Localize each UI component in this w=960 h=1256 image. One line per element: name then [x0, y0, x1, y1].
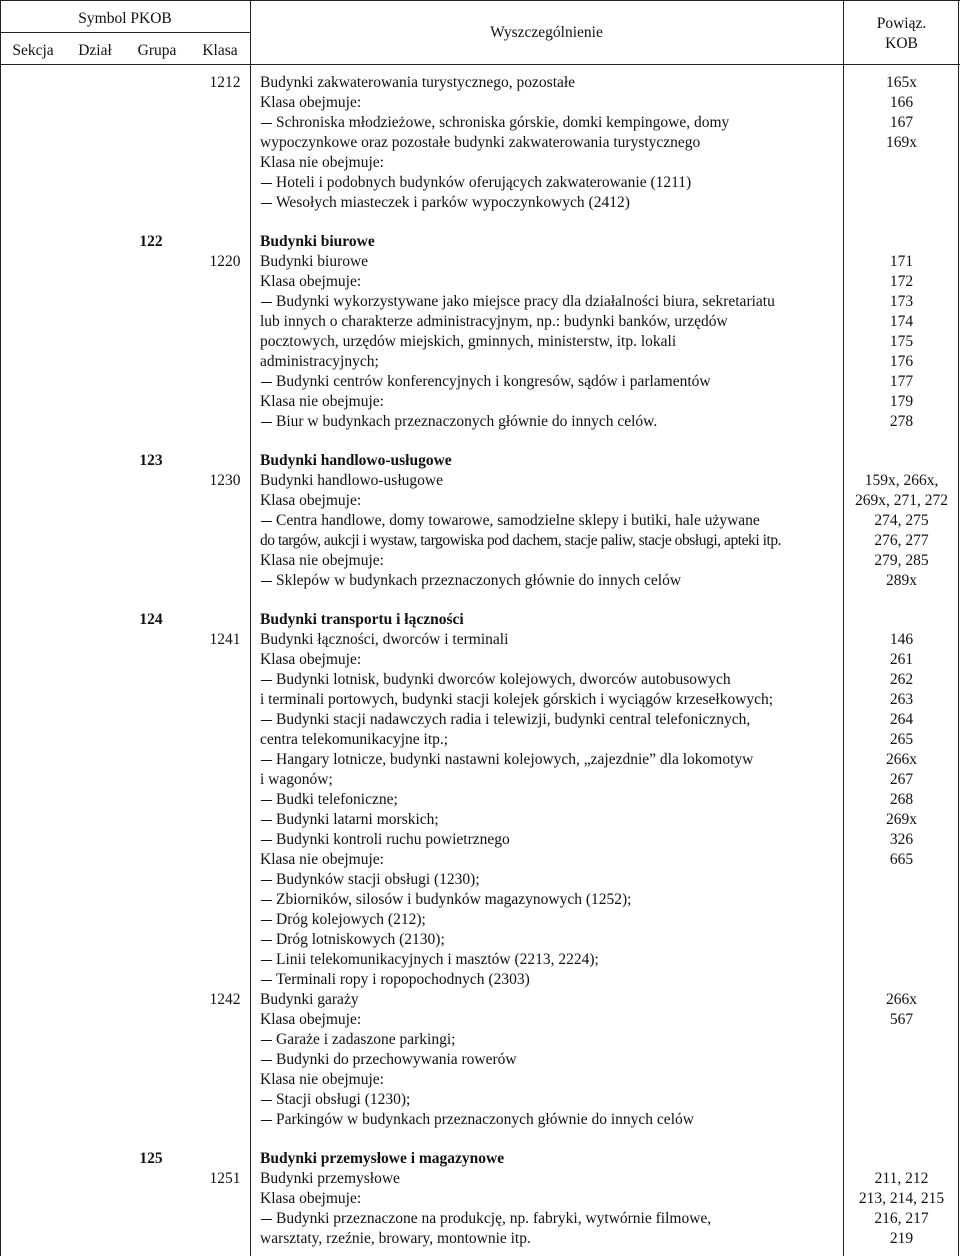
description-text: Klasa obejmuje:: [260, 1011, 362, 1028]
header-powiaz: Powiąz.: [876, 15, 927, 32]
kob-code: 171: [889, 253, 914, 270]
table-row: [0, 910, 960, 930]
kob-code: 266x: [886, 991, 917, 1008]
dash-list-item: Budynków stacji obsługi (1230);: [276, 871, 480, 888]
table-row: [0, 133, 960, 153]
header-bottom-rule: [0, 64, 960, 65]
kob-code: 173: [889, 293, 914, 310]
dash-list-item: Stacji obsługi (1230);: [276, 1091, 411, 1108]
table-row: [0, 930, 960, 950]
kob-code: 289x: [886, 572, 917, 589]
table-row: [0, 830, 960, 850]
kob-code: 219: [889, 1230, 914, 1247]
kob-code: 146: [889, 631, 914, 648]
description-text: Budynki handlowo-usługowe: [260, 472, 443, 489]
kob-code: 279, 285: [874, 552, 929, 569]
dash-list-item: Zbiorników, silosów i budynków magazynowych (1252);: [276, 891, 632, 908]
description-text: Klasa obejmuje:: [260, 651, 362, 668]
table-row: [0, 850, 960, 870]
table-row: [0, 113, 960, 133]
table-row: [0, 1070, 960, 1090]
dash-list-item: Budynki do przechowywania rowerów: [276, 1051, 517, 1068]
table-row: [0, 531, 960, 551]
group-title: Budynki przemysłowe i magazynowe: [260, 1150, 505, 1167]
dash-list-item: Budynki latarni morskich;: [276, 811, 439, 828]
table-row: [0, 491, 960, 511]
dash-list-item: Budynki wykorzystywane jako miejsce pracy dla działalności biura, sekretariatu: [276, 293, 775, 310]
description-text: administracyjnych;: [260, 353, 379, 370]
dash-list-item: Budynki kontroli ruchu powietrznego: [276, 831, 510, 848]
table-row: [0, 1110, 960, 1130]
kob-code: 278: [889, 413, 914, 430]
kob-code: 177: [889, 373, 914, 390]
dash-list-item: Centra handlowe, domy towarowe, samodzielne sklepy i butiki, hale używane: [276, 512, 760, 529]
table-row: [0, 870, 960, 890]
grupa-code: 122: [139, 233, 163, 250]
dash-list-item: Sklepów w budynkach przeznaczonych głównie do innych celów: [276, 572, 682, 589]
table-row: [0, 332, 960, 352]
group-title: Budynki transportu i łączności: [260, 611, 464, 628]
table-row: [0, 451, 960, 471]
table-row: [0, 551, 960, 571]
dash-list-item: Hangary lotnicze, budynki nastawni kolejowych, „zajezdnie” dla lokomotyw: [276, 751, 754, 768]
group-title: Budynki biurowe: [260, 233, 375, 250]
dash-list-item: Biur w budynkach przeznaczonych głównie do innych celów.: [276, 413, 658, 430]
table-row: [0, 1209, 960, 1229]
description-text: i wagonów;: [260, 771, 333, 788]
table-row: [0, 770, 960, 790]
table-row: [0, 252, 960, 272]
kob-code: 172: [889, 273, 914, 290]
grupa-code: 125: [139, 1150, 163, 1167]
table-row: [0, 471, 960, 491]
kob-code: 174: [889, 313, 914, 330]
kob-code: 169x: [886, 134, 917, 151]
table-row: [0, 232, 960, 252]
table-row: [0, 1010, 960, 1030]
table-row: [0, 730, 960, 750]
kob-code: 159x, 266x,: [864, 472, 939, 489]
table-row: [0, 1189, 960, 1209]
table-row: [0, 650, 960, 670]
dash-list-item: Budynki przeznaczone na produkcję, np. fabryki, wytwórnie filmowe,: [276, 1210, 712, 1227]
description-text: Budynki zakwaterowania turystycznego, pozostałe: [260, 74, 576, 91]
description-text: Budynki biurowe: [260, 253, 369, 270]
table-row: [0, 670, 960, 690]
table-row: [0, 950, 960, 970]
grupa-code: 123: [139, 452, 163, 469]
dash-list-item: Parkingów w budynkach przeznaczonych głównie do innych celów: [276, 1111, 694, 1128]
kob-code: 175: [889, 333, 914, 350]
dash-list-item: Wesołych miasteczek i parków wypoczynkowych (2412): [276, 194, 630, 211]
header-dzial: Dział: [78, 42, 112, 59]
klasa-code: 1230: [209, 472, 241, 489]
dash-list-item: Terminali ropy i ropopochodnych (2303): [276, 971, 530, 988]
description-text: warsztaty, rzeźnie, browary, montownie itp.: [260, 1230, 531, 1247]
klasa-code: 1251: [209, 1170, 241, 1187]
dash-list-item: Schroniska młodzieżowe, schroniska górskie, domki kempingowe, domy: [276, 114, 730, 131]
dash-list-item: Budynki lotnisk, budynki dworców kolejowych, dworców autobusowych: [276, 671, 731, 688]
table-row: [0, 750, 960, 770]
kob-code: 213, 214, 215: [858, 1190, 945, 1207]
table-border-top: [0, 0, 960, 1]
table-row: [0, 630, 960, 650]
table-row: [0, 690, 960, 710]
description-text: pocztowych, urzędów miejskich, gminnych, ministerstw, itp. lokali: [260, 333, 677, 350]
table-row: [0, 1169, 960, 1189]
table-row: [0, 153, 960, 173]
dash-list-item: Budynki centrów konferencyjnych i kongresów, sądów i parlamentów: [276, 373, 711, 390]
kob-code: 269x: [886, 811, 917, 828]
description-text: lub innych o charakterze administracyjnym, np.: budynki banków, urzędów: [260, 313, 728, 330]
table-row: [0, 571, 960, 591]
description-text: Klasa nie obejmuje:: [260, 393, 384, 410]
kob-code: 165x: [886, 74, 917, 91]
description-text: Budynki garaży: [260, 991, 359, 1008]
table-row: [0, 1050, 960, 1070]
kob-code: 276, 277: [874, 532, 929, 549]
klasa-code: 1242: [209, 991, 241, 1008]
klasa-code: 1220: [209, 253, 241, 270]
kob-code: 261: [889, 651, 914, 668]
table-row: [0, 312, 960, 332]
kob-code: 167: [889, 114, 914, 131]
table-row: [0, 890, 960, 910]
dash-list-item: Hoteli i podobnych budynków oferujących zakwaterowanie (1211): [276, 174, 692, 191]
description-text: Klasa obejmuje:: [260, 1190, 362, 1207]
table-row: [0, 272, 960, 292]
kob-code: 567: [889, 1011, 914, 1028]
description-text: Klasa nie obejmuje:: [260, 154, 384, 171]
kob-code: 665: [889, 851, 914, 868]
description-text: Budynki przemysłowe: [260, 1170, 400, 1187]
table-row: [0, 990, 960, 1010]
dash-list-item: Linii telekomunikacyjnych i masztów (2213, 2224);: [276, 951, 599, 968]
grupa-code: 124: [139, 611, 163, 628]
description-text: wypoczynkowe oraz pozostałe budynki zakwaterowania turystycznego: [260, 134, 701, 151]
table-row: [0, 810, 960, 830]
table-row: [0, 292, 960, 312]
description-text: Budynki łączności, dworców i terminali: [260, 631, 509, 648]
table-row: [0, 73, 960, 93]
table-row: [0, 1229, 960, 1249]
description-text: Klasa nie obejmuje:: [260, 851, 384, 868]
header-subdivider: [0, 32, 250, 33]
kob-code: 326: [889, 831, 914, 848]
kob-code: 269x, 271, 272: [855, 492, 948, 509]
kob-code: 211, 212: [874, 1170, 929, 1187]
klasa-code: 1241: [209, 631, 241, 648]
description-text: centra telekomunikacyjne itp.;: [260, 731, 449, 748]
table-row: [0, 790, 960, 810]
kob-code: 274, 275: [874, 512, 929, 529]
description-text: Klasa obejmuje:: [260, 273, 362, 290]
header-klasa: Klasa: [202, 42, 238, 59]
header-wyszczegolnienie: Wyszczególnienie: [490, 24, 603, 41]
table-row: [0, 710, 960, 730]
kob-code: 267: [889, 771, 914, 788]
description-text: do targów, aukcji i wystaw, targowiska pod dachem, stacje paliw, stacje obsługi, apteki itp.: [260, 532, 782, 549]
table-row: [0, 511, 960, 531]
table-row: [0, 970, 960, 990]
kob-code: 262: [889, 671, 914, 688]
kob-code: 266x: [886, 751, 917, 768]
table-row: [0, 412, 960, 432]
kob-code: 265: [889, 731, 914, 748]
description-text: Klasa nie obejmuje:: [260, 552, 384, 569]
table-row: [0, 1090, 960, 1110]
table-row: [0, 392, 960, 412]
table-row: [0, 193, 960, 213]
description-text: Klasa nie obejmuje:: [260, 1071, 384, 1088]
table-row: [0, 173, 960, 193]
klasa-code: 1212: [209, 74, 241, 91]
kob-code: 268: [889, 791, 914, 808]
dash-list-item: Dróg kolejowych (212);: [276, 911, 426, 928]
kob-code: 176: [889, 353, 914, 370]
header-symbol-pkob: Symbol PKOB: [78, 10, 172, 27]
table-row: [0, 610, 960, 630]
description-text: Klasa obejmuje:: [260, 94, 362, 111]
header-grupa: Grupa: [137, 42, 177, 59]
dash-list-item: Garaże i zadaszone parkingi;: [276, 1031, 456, 1048]
description-text: Klasa obejmuje:: [260, 492, 362, 509]
table-row: [0, 372, 960, 392]
kob-code: 166: [889, 94, 914, 111]
table-row: [0, 1030, 960, 1050]
table-row: [0, 352, 960, 372]
kob-code: 263: [889, 691, 914, 708]
group-title: Budynki handlowo-usługowe: [260, 452, 452, 469]
dash-list-item: Budki telefoniczne;: [276, 791, 398, 808]
table-row: [0, 1149, 960, 1169]
kob-code: 216, 217: [874, 1210, 929, 1227]
dash-list-item: Budynki stacji nadawczych radia i telewizji, budynki central telefonicznych,: [276, 711, 751, 728]
description-text: i terminali portowych, budynki stacji kolejek górskich i wyciągów krzesełkowych;: [260, 691, 774, 708]
header-sekcja: Sekcja: [12, 42, 54, 59]
kob-code: 179: [889, 393, 914, 410]
kob-code: 264: [889, 711, 914, 728]
table-row: [0, 93, 960, 113]
header-kob: KOB: [885, 35, 918, 52]
dash-list-item: Dróg lotniskowych (2130);: [276, 931, 445, 948]
